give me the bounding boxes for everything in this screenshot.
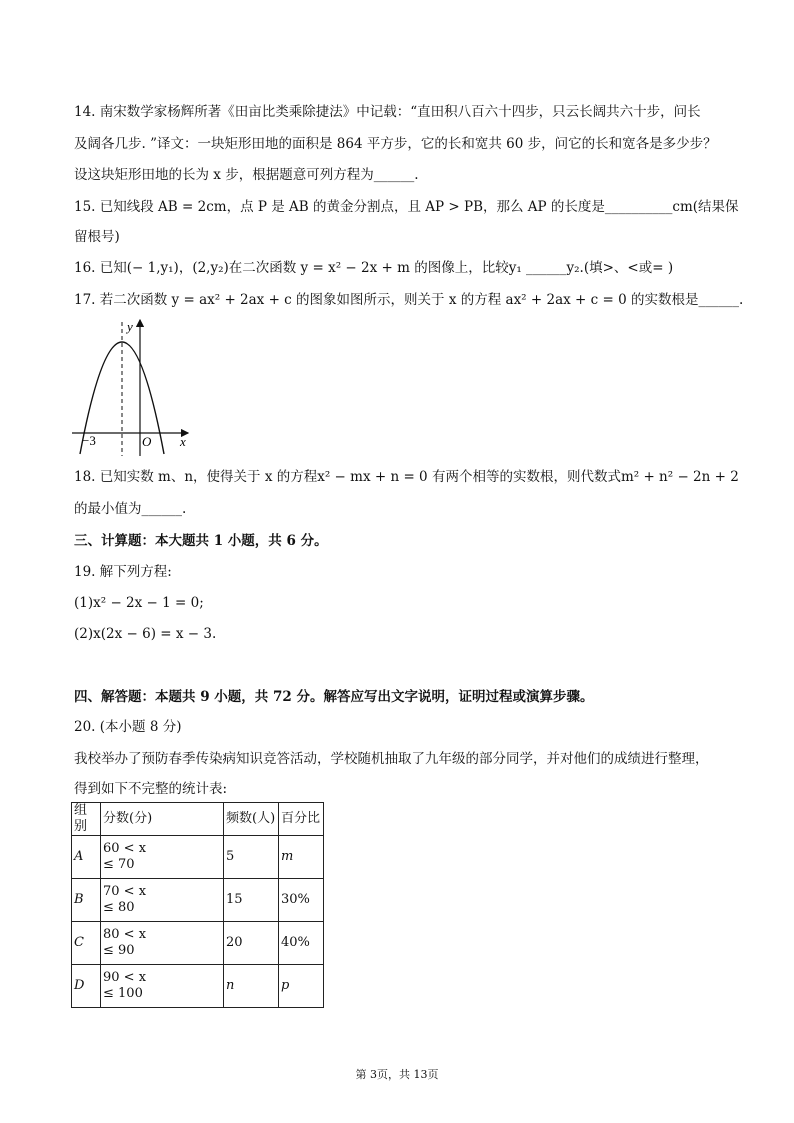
cell-range: [101, 879, 224, 922]
section-4-heading: 四、解答题：本题共 9 小题，共 72 分。解答应写出文字说明，证明过程或演算步骤。: [74, 689, 594, 705]
q15-line-2: 留根号): [74, 229, 120, 245]
range-upper: ≤ 90: [103, 943, 135, 958]
range-lower: 70 < x: [103, 884, 147, 899]
q19-part-2: (2)x(2x − 6) = x − 3.: [74, 626, 217, 642]
cell-frequency: n: [224, 965, 279, 1008]
range-upper: ≤ 70: [103, 857, 135, 872]
cell-percent: p: [279, 965, 324, 1008]
header-frequency: 频数(人): [224, 803, 279, 836]
table-row: [72, 879, 324, 922]
header-percent: 百分比: [279, 803, 324, 836]
header-score: 分数(分): [101, 803, 224, 836]
q19-line-1: 19. 解下列方程:: [74, 564, 172, 580]
range-lower: 80 < x: [103, 927, 147, 942]
header-group: 组别: [72, 803, 101, 836]
q16-line-1: 16. 已知(− 1,y₁)，(2,y₂)在二次函数 y = x² − 2x + m 的图像上，比较y₁ ______y₂.(填>、<或= ): [74, 260, 674, 276]
table-row: [72, 965, 324, 1008]
range-lower: 60 < x: [103, 841, 147, 856]
range-lower: 90 < x: [103, 970, 147, 985]
q18-line-2: 的最小值为______.: [74, 501, 187, 517]
cell-range: [101, 836, 224, 879]
q14-line-1: 14. 南宋数学家杨辉所著《田亩比类乘除捷法》中记载：“直田积八百六十四步，只云长阔共六十步，问长: [74, 104, 701, 120]
y-axis-label: y: [127, 319, 133, 334]
stats-table: [71, 802, 324, 1008]
cell-percent: 40%: [279, 922, 324, 965]
cell-percent: m: [279, 836, 324, 879]
tick-label-neg3: −3: [82, 433, 96, 448]
cell-range: [101, 965, 224, 1008]
section-3-heading: 三、计算题：本大题共 1 小题，共 6 分。: [74, 533, 328, 549]
q20-line-3: 得到如下不完整的统计表:: [74, 781, 228, 797]
q17-line-1: 17. 若二次函数 y = ax² + 2ax + c 的图象如图所示，则关于 x 的方程 ax² + 2ax + c = 0 的实数根是______.: [74, 292, 744, 308]
table-row: [72, 922, 324, 965]
cell-group: A: [72, 836, 101, 879]
table-header-row: [72, 803, 324, 836]
cell-frequency: 15: [224, 879, 279, 922]
cell-group: C: [72, 922, 101, 965]
q19-part-1: (1)x² − 2x − 1 = 0;: [74, 595, 204, 611]
q20-line-2: 我校举办了预防春季传染病知识竞答活动，学校随机抽取了九年级的部分同学，并对他们的成绩进行整理，: [74, 751, 709, 767]
table-row: [72, 836, 324, 879]
page-footer: 第 3页，共 13页: [355, 1068, 439, 1081]
cell-frequency: 5: [224, 836, 279, 879]
q17-parabola-graph: [70, 316, 200, 458]
cell-frequency: 20: [224, 922, 279, 965]
q15-line-1: 15. 已知线段 AB = 2cm，点 P 是 AB 的黄金分割点，且 AP > PB，那么 AP 的长度是__________cm(结果保: [74, 199, 739, 215]
cell-group: D: [72, 965, 101, 1008]
q18-line-1: 18. 已知实数 m、n，使得关于 x 的方程x² − mx + n = 0 有两个相等的实数根，则代数式m² + n² − 2n + 2: [74, 469, 739, 485]
range-upper: ≤ 100: [103, 986, 143, 1001]
cell-group: B: [72, 879, 101, 922]
x-axis-label: x: [180, 434, 186, 449]
range-upper: ≤ 80: [103, 900, 135, 915]
cell-percent: 30%: [279, 879, 324, 922]
q20-line-1: 20. (本小题 8 分): [74, 719, 182, 735]
q14-line-2: 及阔各几步. ”译文：一块矩形田地的面积是 864 平方步，它的长和宽共 60 步，问它的长和宽各是多少步？: [74, 136, 717, 152]
cell-range: [101, 922, 224, 965]
q14-line-3: 设这块矩形田地的长为 x 步，根据题意可列方程为______.: [74, 167, 419, 183]
origin-label: O: [142, 434, 152, 449]
